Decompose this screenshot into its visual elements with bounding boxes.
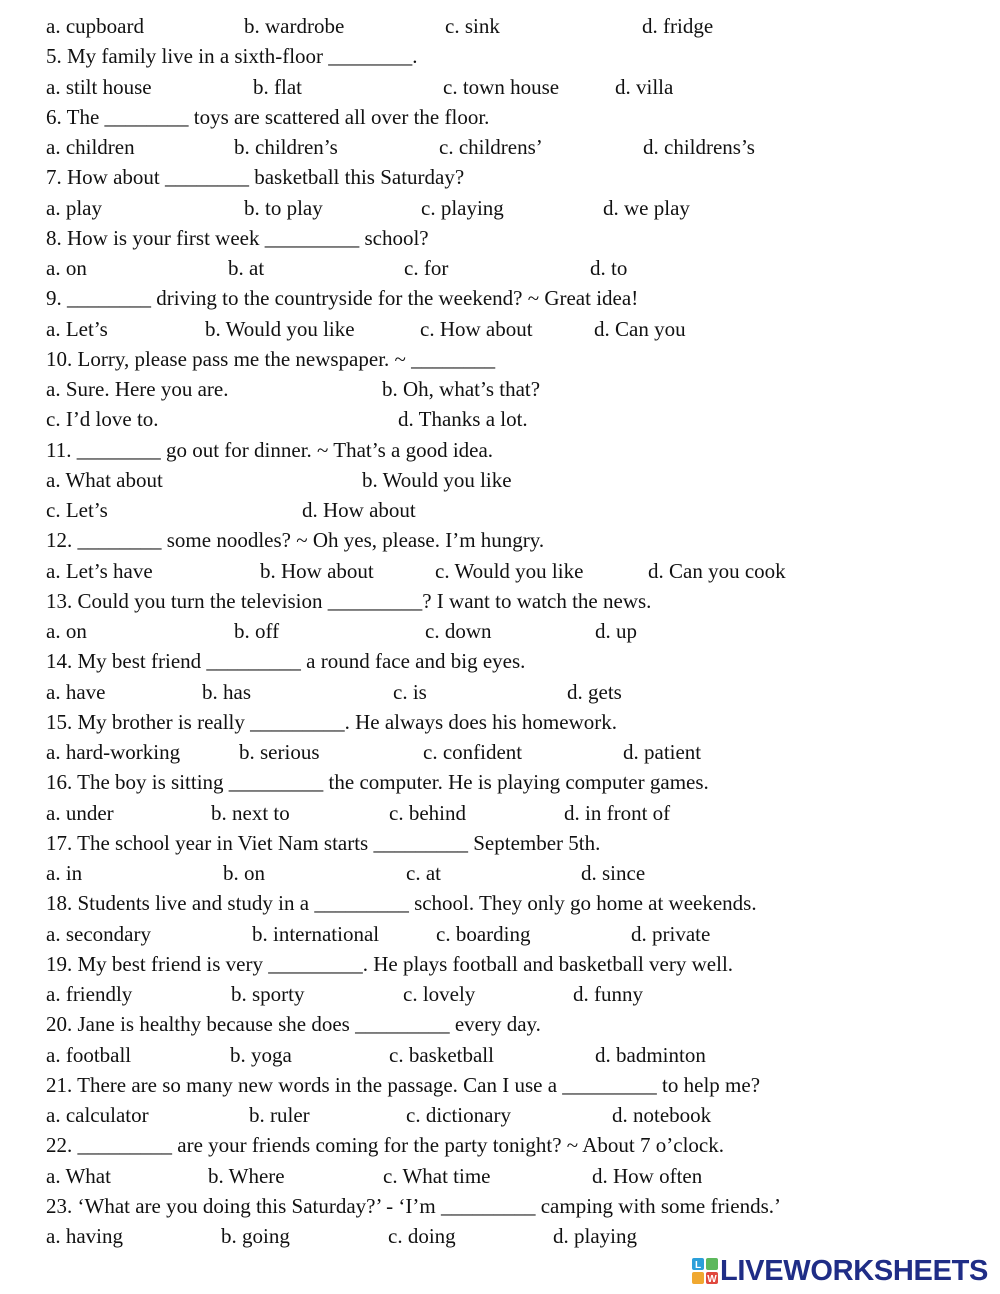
answer-option[interactable]: a. stilt house xyxy=(46,74,152,99)
answer-option[interactable]: a. Let’s xyxy=(46,316,108,341)
answer-option[interactable]: c. confident xyxy=(423,740,523,764)
answer-option[interactable]: b. Oh, what’s that? xyxy=(382,377,541,401)
answer-option[interactable]: c. doing xyxy=(388,1224,456,1248)
answer-option[interactable]: b. next to xyxy=(211,800,290,825)
question-text: 14. My best friend _________ a round face and big eyes. xyxy=(46,649,526,674)
question-text: 16. The boy is sitting _________ the computer. He is playing computer games. xyxy=(46,770,709,795)
question-text: 13. Could you turn the television _________? I want to watch the news. xyxy=(46,588,652,613)
answer-option[interactable]: b. to play xyxy=(244,195,323,220)
answer-option[interactable]: d. Can you cook xyxy=(648,558,786,583)
answer-option[interactable]: a. friendly xyxy=(46,982,133,1006)
answer-option[interactable]: a. What xyxy=(46,1163,111,1188)
answer-option[interactable]: a. hard-working xyxy=(46,740,181,764)
answer-option[interactable]: b. international xyxy=(252,921,380,946)
answer-option[interactable]: c. at xyxy=(406,861,441,885)
answer-option[interactable]: a. children xyxy=(46,135,135,159)
answer-option[interactable]: c. Would you like xyxy=(435,558,584,583)
question-text: 7. How about ________ basketball this Saturday? xyxy=(46,165,465,190)
answer-option[interactable]: b. at xyxy=(228,256,265,280)
answer-option[interactable]: d. badminton xyxy=(595,1042,706,1067)
answer-option[interactable]: d. notebook xyxy=(612,1103,712,1127)
answer-option[interactable]: c. Let’s xyxy=(46,498,108,522)
question-text: 9. ________ driving to the countryside for the weekend? ~ Great idea! xyxy=(46,286,639,311)
answer-option[interactable]: c. down xyxy=(425,619,492,643)
answer-option[interactable]: b. children’s xyxy=(234,135,338,159)
question-text: 5. My family live in a sixth-floor ________. xyxy=(46,44,418,69)
logo-mark-letter-w: W xyxy=(707,1274,717,1284)
answer-option[interactable]: d. How often xyxy=(592,1163,703,1188)
answer-option[interactable]: d. How about xyxy=(302,498,416,522)
question-text: 22. _________ are your friends coming for the party tonight? ~ About 7 o’clock. xyxy=(46,1133,724,1158)
answer-option[interactable]: c. boarding xyxy=(436,921,531,946)
answer-option[interactable]: a. football xyxy=(46,1042,132,1067)
answer-option[interactable]: d. villa xyxy=(615,74,674,99)
answer-option[interactable]: a. play xyxy=(46,195,102,220)
answer-option[interactable]: d. Thanks a lot. xyxy=(398,407,528,432)
question-text: 21. There are so many new words in the passage. Can I use a _________ to help me? xyxy=(46,1072,761,1097)
question-text: 19. My best friend is very _________. He plays football and basketball very well. xyxy=(46,951,734,976)
answer-option[interactable]: b. sporty xyxy=(231,982,305,1006)
logo-text: LIVEWORKSHEETS xyxy=(720,1254,989,1287)
question-text: 15. My brother is really _________. He always does his homework. xyxy=(46,709,617,734)
question-text: 23. ‘What are you doing this Saturday?’ - ‘I’m _________ camping with some friends.’ xyxy=(46,1193,782,1218)
answer-option[interactable]: b. wardrobe xyxy=(244,14,345,38)
answer-option[interactable]: c. town house xyxy=(443,74,560,99)
answer-option[interactable]: b. How about xyxy=(260,558,374,583)
answer-option[interactable]: b. has xyxy=(202,679,251,704)
answer-option[interactable]: a. under xyxy=(46,800,114,825)
answer-option[interactable]: b. Would you like xyxy=(362,467,512,492)
answer-option[interactable]: d. private xyxy=(631,921,711,946)
answer-option[interactable]: c. I’d love to. xyxy=(46,407,159,432)
question-text: 17. The school year in Viet Nam starts _________ September 5th. xyxy=(46,830,601,855)
answer-option[interactable]: b. going xyxy=(221,1224,290,1248)
answer-option[interactable]: b. ruler xyxy=(249,1103,310,1127)
question-text: 18. Students live and study in a _________ school. They only go home at weekends. xyxy=(46,891,757,916)
answer-option[interactable]: d. patient xyxy=(623,740,702,764)
answer-option[interactable]: a. Let’s have xyxy=(46,558,153,583)
answer-option[interactable]: d. funny xyxy=(573,982,643,1006)
answer-option[interactable]: b. serious xyxy=(239,740,320,764)
question-text: 8. How is your first week _________ school? xyxy=(46,225,429,250)
answer-option[interactable]: a. What about xyxy=(46,467,163,492)
answer-option[interactable]: b. on xyxy=(223,861,265,885)
answer-option[interactable]: c. sink xyxy=(445,14,500,38)
question-text: 20. Jane is healthy because she does _________ every day. xyxy=(46,1012,541,1037)
question-text: 12. ________ some noodles? ~ Oh yes, please. I’m hungry. xyxy=(46,528,545,553)
answer-option[interactable]: c. What time xyxy=(383,1163,491,1188)
answer-option[interactable]: d. playing xyxy=(553,1224,637,1248)
answer-option[interactable]: c. childrens’ xyxy=(439,135,543,159)
answer-option[interactable]: a. on xyxy=(46,619,87,643)
answer-option[interactable]: a. calculator xyxy=(46,1103,149,1127)
question-text: 10. Lorry, please pass me the newspaper. ~ ________ xyxy=(46,346,496,371)
answer-option[interactable]: a. having xyxy=(46,1224,123,1248)
answer-option[interactable]: d. in front of xyxy=(564,800,671,825)
answer-option[interactable]: c. is xyxy=(393,679,427,704)
answer-option[interactable]: a. on xyxy=(46,256,87,280)
answer-option[interactable]: a. cupboard xyxy=(46,14,144,38)
answer-option[interactable]: c. playing xyxy=(421,195,504,220)
question-text: 11. ________ go out for dinner. ~ That’s a good idea. xyxy=(46,437,494,462)
answer-option[interactable]: a. Sure. Here you are. xyxy=(46,377,229,401)
answer-option[interactable]: d. Can you xyxy=(594,316,686,341)
answer-option[interactable]: d. childrens’s xyxy=(643,135,755,159)
answer-option[interactable]: a. secondary xyxy=(46,921,151,946)
liveworksheets-logo-icon xyxy=(692,1258,718,1284)
answer-option[interactable]: c. for xyxy=(404,256,449,280)
answer-option[interactable]: b. off xyxy=(234,619,280,643)
answer-option[interactable]: c. lovely xyxy=(403,982,476,1006)
answer-option[interactable]: c. dictionary xyxy=(406,1103,511,1127)
liveworksheets-logo[interactable] xyxy=(692,1254,988,1288)
logo-mark-letter-l: L xyxy=(694,1260,702,1271)
answer-option[interactable]: b. Would you like xyxy=(205,316,355,341)
answer-option[interactable]: a. in xyxy=(46,861,83,885)
answer-option[interactable]: b. Where xyxy=(208,1163,285,1188)
answer-option[interactable]: d. to xyxy=(590,256,628,280)
answer-option[interactable]: b. yoga xyxy=(230,1042,292,1067)
answer-option[interactable]: c. How about xyxy=(420,316,533,341)
question-text: 6. The ________ toys are scattered all over the floor. xyxy=(46,104,490,129)
answer-option[interactable]: a. have xyxy=(46,679,106,704)
answer-option[interactable]: c. behind xyxy=(389,800,466,825)
answer-option[interactable]: c. basketball xyxy=(389,1042,494,1067)
answer-option[interactable]: d. since xyxy=(581,861,646,885)
answer-option[interactable]: d. up xyxy=(595,619,637,643)
answer-option[interactable]: d. we play xyxy=(603,195,690,220)
answer-option[interactable]: d. fridge xyxy=(642,14,714,38)
answer-option[interactable]: d. gets xyxy=(567,679,622,704)
answer-option[interactable]: b. flat xyxy=(253,74,302,99)
